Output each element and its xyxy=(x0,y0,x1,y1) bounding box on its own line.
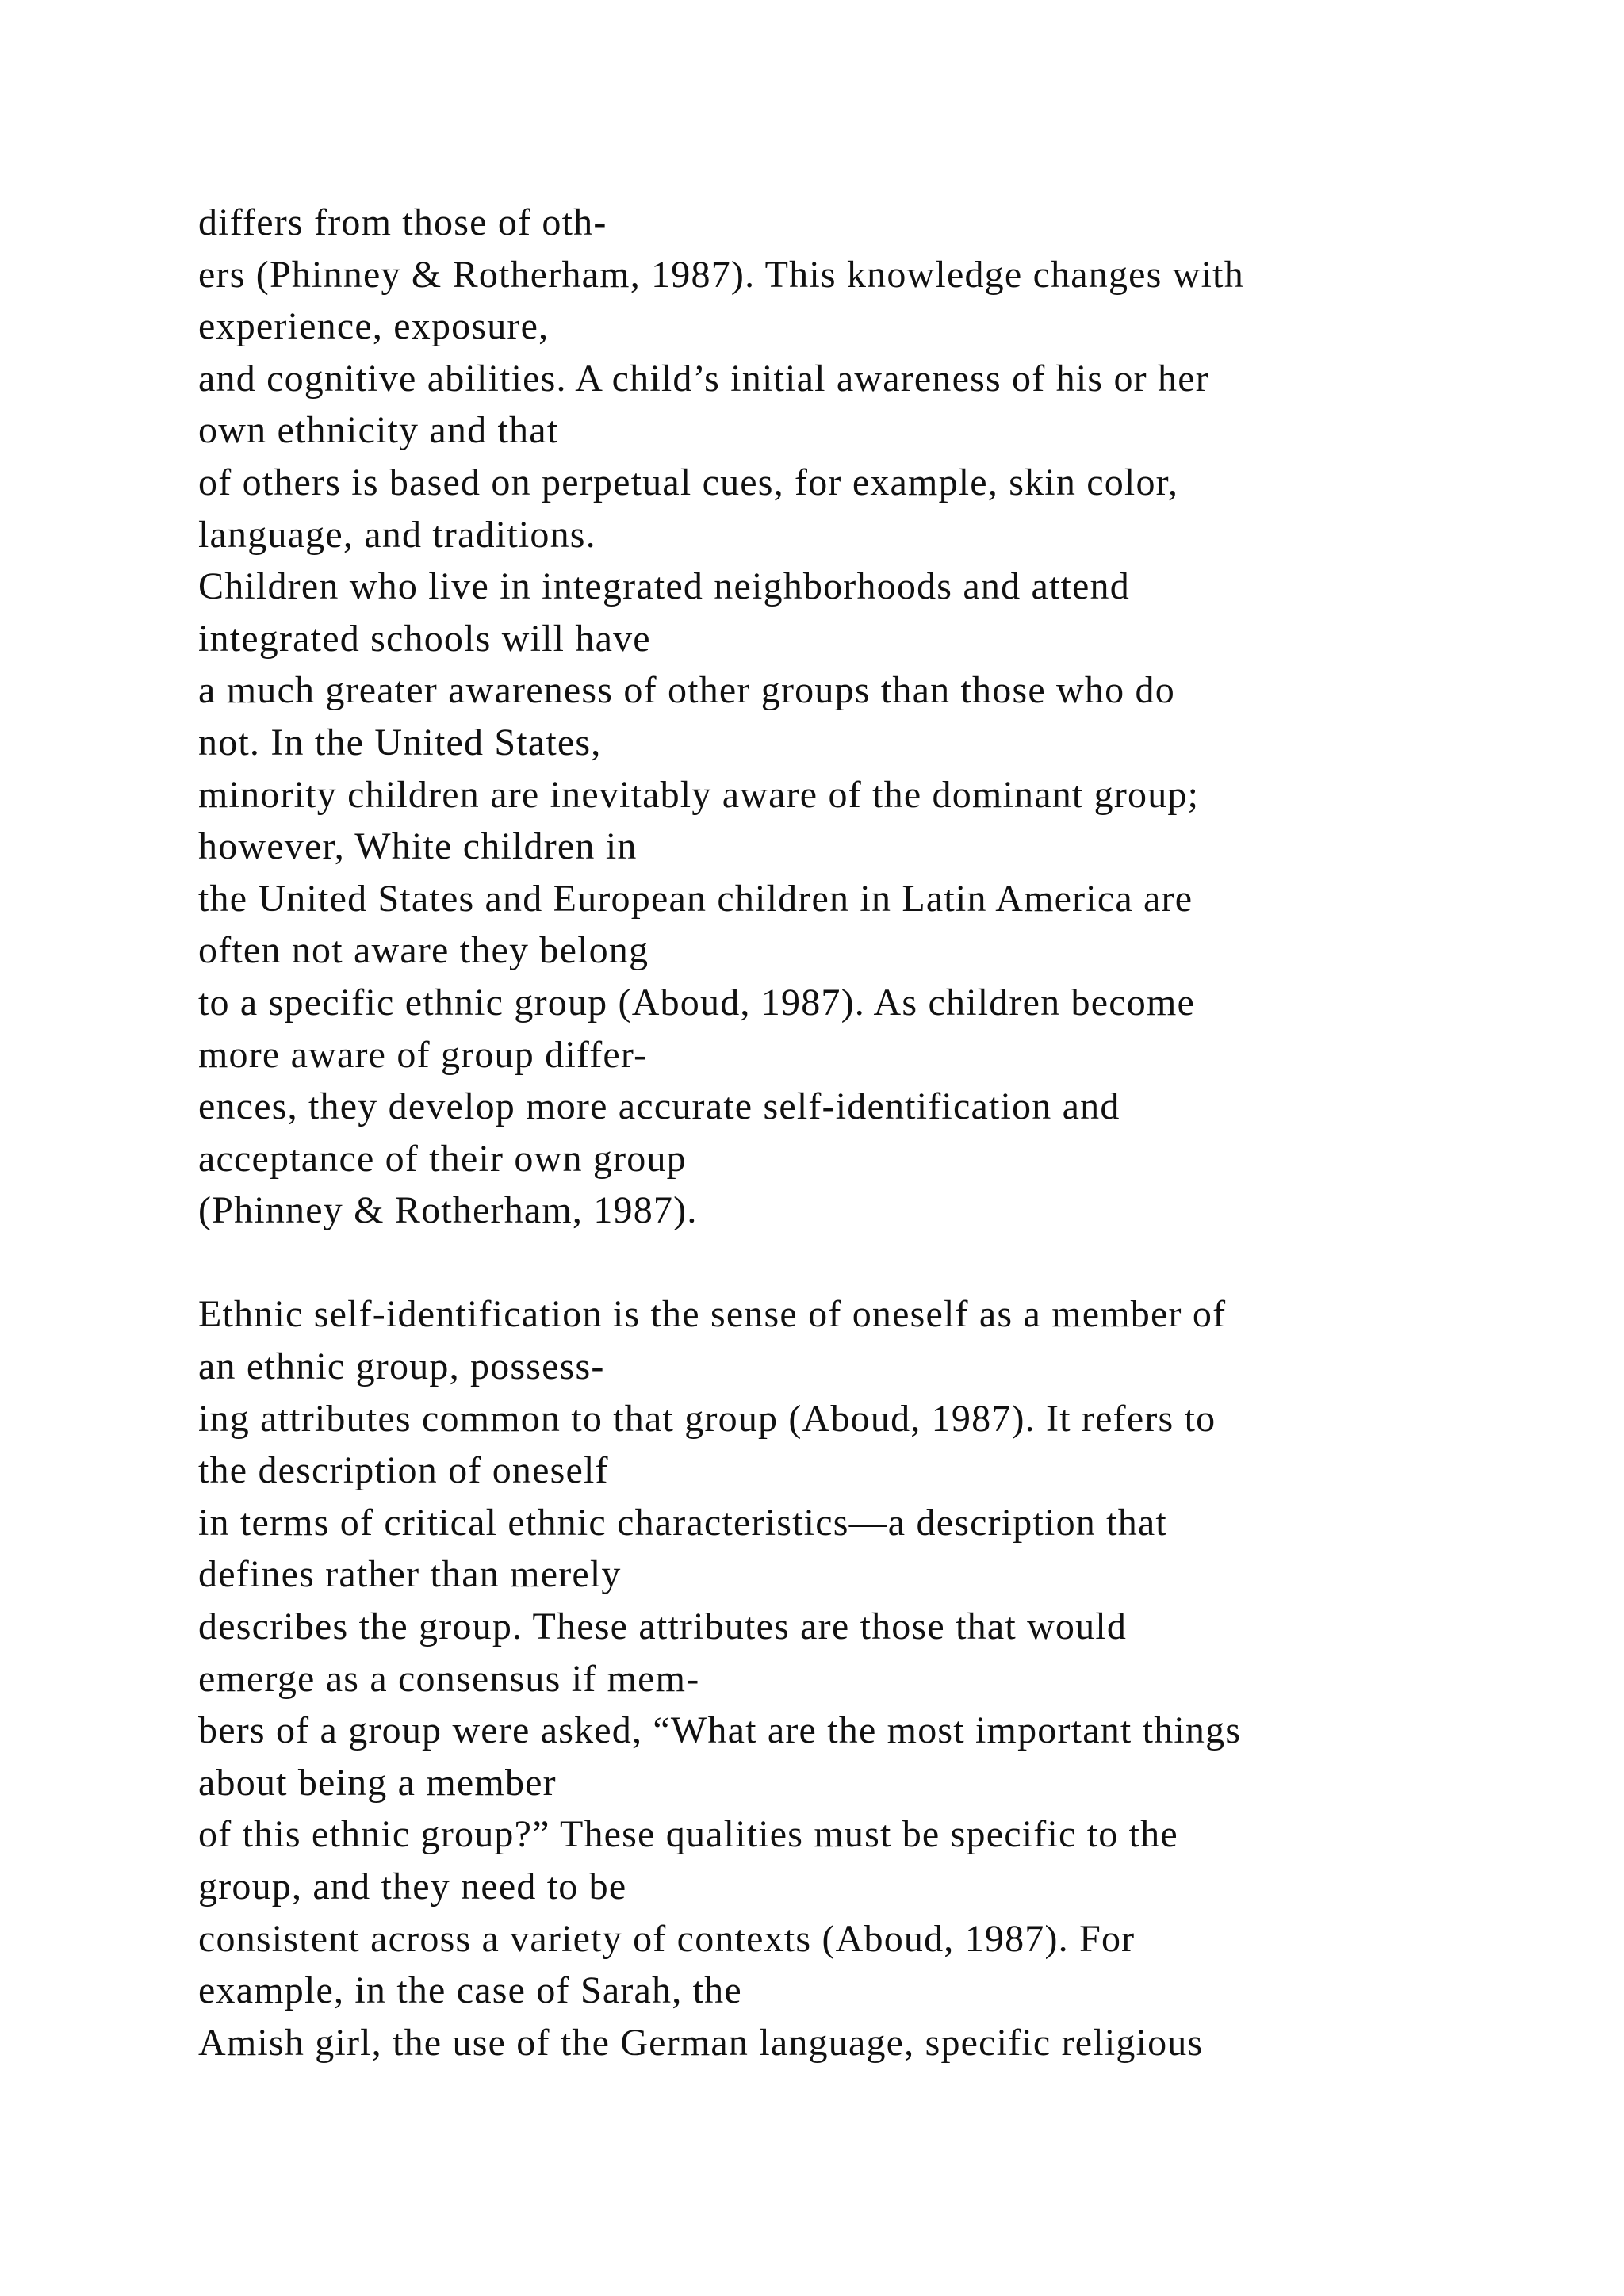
text-line: of this ethnic group?” These qualities must be specific to the xyxy=(198,1813,1178,1856)
text-line: describes the group. These attributes are those that would xyxy=(198,1605,1128,1648)
text-line: emerge as a consensus if mem- xyxy=(198,1657,700,1700)
text-line: and cognitive abilities. A child’s initial awareness of his or her xyxy=(198,357,1209,400)
text-line: ences, they develop more accurate self-identification and xyxy=(198,1085,1120,1128)
text-line: of others is based on perpetual cues, for example, skin color, xyxy=(198,461,1179,503)
text-line: language, and traditions. xyxy=(198,513,596,556)
text-line: experience, exposure, xyxy=(198,305,550,348)
paragraph-gap xyxy=(198,1237,1546,1289)
text-line: ing attributes common to that group (Aboud, 1987). It refers to xyxy=(198,1397,1216,1440)
text-line: to a specific ethnic group (Aboud, 1987). As children become xyxy=(198,981,1195,1024)
text-line: acceptance of their own group xyxy=(198,1137,687,1180)
text-line: defines rather than merely xyxy=(198,1553,622,1596)
text-line: Ethnic self-identification is the sense of oneself as a member of xyxy=(198,1293,1227,1336)
paragraph-1 xyxy=(198,197,1546,1237)
text-line: integrated schools will have xyxy=(198,617,651,660)
text-line: the description of oneself xyxy=(198,1449,609,1492)
text-line: a much greater awareness of other groups than those who do xyxy=(198,669,1175,712)
text-line: Amish girl, the use of the German language, specific religious xyxy=(198,2021,1204,2064)
paragraph-2 xyxy=(198,1288,1546,2068)
document-body xyxy=(198,197,1546,2068)
text-line: (Phinney & Rotherham, 1987). xyxy=(198,1189,698,1232)
text-line: however, White children in xyxy=(198,825,638,868)
text-line: the United States and European children in Latin America are xyxy=(198,877,1193,920)
text-line: group, and they need to be xyxy=(198,1866,627,1908)
text-line: not. In the United States, xyxy=(198,721,602,763)
text-line: bers of a group were asked, “What are the most important things xyxy=(198,1709,1242,1752)
text-line: often not aware they belong xyxy=(198,929,649,972)
text-line: minority children are inevitably aware of the dominant group; xyxy=(198,773,1200,816)
text-line: differs from those of oth- xyxy=(198,201,607,243)
text-line: own ethnicity and that xyxy=(198,409,559,452)
text-line: an ethnic group, possess- xyxy=(198,1345,605,1388)
text-line: example, in the case of Sarah, the xyxy=(198,1969,742,2012)
text-line: ers (Phinney & Rotherham, 1987). This knowledge changes with xyxy=(198,253,1244,296)
text-line: more aware of group differ- xyxy=(198,1033,648,1076)
text-line: in terms of critical ethnic characteristics—a description that xyxy=(198,1501,1167,1544)
text-line: about being a member xyxy=(198,1761,557,1804)
text-line: consistent across a variety of contexts (Aboud, 1987). For xyxy=(198,1917,1136,1960)
text-line: Children who live in integrated neighborhoods and attend xyxy=(198,565,1130,608)
